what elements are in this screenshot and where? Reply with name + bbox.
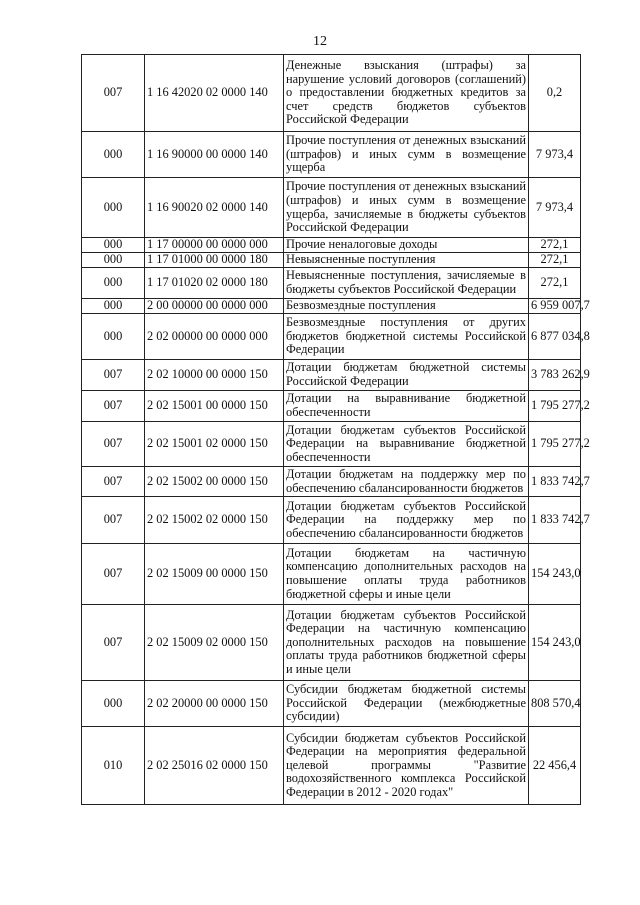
table-row bbox=[82, 467, 581, 497]
classification-code-cell: 1 16 90020 02 0000 140 bbox=[145, 178, 284, 238]
revenue-name-cell: Дотации бюджетам бюджетной системы Российской Федерации bbox=[284, 360, 529, 391]
amount-cell: 0,2 bbox=[529, 55, 581, 132]
revenue-name-cell: Невыясненные поступления bbox=[284, 253, 529, 268]
table-row bbox=[82, 55, 581, 132]
table-row bbox=[82, 299, 581, 314]
amount-cell: 272,1 bbox=[529, 238, 581, 253]
amount-cell: 272,1 bbox=[529, 253, 581, 268]
classification-code-cell: 2 02 20000 00 0000 150 bbox=[145, 681, 284, 727]
admin-code-cell: 007 bbox=[82, 467, 145, 497]
admin-code-cell: 007 bbox=[82, 391, 145, 422]
classification-code-cell: 2 02 15009 00 0000 150 bbox=[145, 544, 284, 605]
table-row bbox=[82, 314, 581, 360]
table-row bbox=[82, 238, 581, 253]
admin-code-cell: 007 bbox=[82, 605, 145, 681]
revenue-name-cell: Денежные взыскания (штрафы) за нарушение условий договоров (соглашений) о предоставлении бюджетных кредитов за счет средств бюджетов субъектов Российской Федерации bbox=[284, 55, 529, 132]
amount-cell: 3 783 262,9 bbox=[529, 360, 581, 391]
page-number: 12 bbox=[313, 34, 327, 49]
table-row bbox=[82, 422, 581, 467]
table-row bbox=[82, 605, 581, 681]
revenue-name-cell: Дотации на выравнивание бюджетной обеспеченности bbox=[284, 391, 529, 422]
admin-code-cell: 000 bbox=[82, 681, 145, 727]
classification-code-cell: 1 17 01000 00 0000 180 bbox=[145, 253, 284, 268]
admin-code-cell: 010 bbox=[82, 727, 145, 805]
admin-code-cell: 000 bbox=[82, 268, 145, 299]
admin-code-cell: 000 bbox=[82, 238, 145, 253]
table-row bbox=[82, 178, 581, 238]
revenue-name-cell: Субсидии бюджетам бюджетной системы Российской Федерации (межбюджетные субсидии) bbox=[284, 681, 529, 727]
amount-cell: 1 833 742,7 bbox=[529, 467, 581, 497]
admin-code-cell: 007 bbox=[82, 422, 145, 467]
classification-code-cell: 2 00 00000 00 0000 000 bbox=[145, 299, 284, 314]
amount-cell: 1 795 277,2 bbox=[529, 422, 581, 467]
amount-cell: 6 959 007,7 bbox=[529, 299, 581, 314]
admin-code-cell: 007 bbox=[82, 360, 145, 391]
amount-cell: 22 456,4 bbox=[529, 727, 581, 805]
revenue-name-cell: Прочие поступления от денежных взысканий (штрафов) и иных сумм в возмещение ущерба bbox=[284, 132, 529, 178]
table-row bbox=[82, 544, 581, 605]
revenue-name-cell: Безвозмездные поступления bbox=[284, 299, 529, 314]
revenue-name-cell: Дотации бюджетам субъектов Российской Федерации на поддержку мер по обеспечению сбалансированности бюджетов bbox=[284, 497, 529, 544]
classification-code-cell: 2 02 25016 02 0000 150 bbox=[145, 727, 284, 805]
admin-code-cell: 000 bbox=[82, 314, 145, 360]
table-row bbox=[82, 497, 581, 544]
revenue-name-cell: Невыясненные поступления, зачисляемые в бюджеты субъектов Российской Федерации bbox=[284, 268, 529, 299]
revenue-name-cell: Дотации бюджетам субъектов Российской Федерации на частичную компенсацию дополнительных расходов на повышение оплаты труда работников бюджетной сферы и иные цели bbox=[284, 605, 529, 681]
revenue-name-cell: Прочие неналоговые доходы bbox=[284, 238, 529, 253]
classification-code-cell: 2 02 15001 00 0000 150 bbox=[145, 391, 284, 422]
classification-code-cell: 1 17 00000 00 0000 000 bbox=[145, 238, 284, 253]
classification-code-cell: 2 02 15001 02 0000 150 bbox=[145, 422, 284, 467]
revenue-name-cell: Безвозмездные поступления от других бюджетов бюджетной системы Российской Федерации bbox=[284, 314, 529, 360]
admin-code-cell: 000 bbox=[82, 178, 145, 238]
amount-cell: 6 877 034,8 bbox=[529, 314, 581, 360]
table-row bbox=[82, 268, 581, 299]
amount-cell: 7 973,4 bbox=[529, 178, 581, 238]
table-row bbox=[82, 132, 581, 178]
admin-code-cell: 000 bbox=[82, 299, 145, 314]
admin-code-cell: 007 bbox=[82, 544, 145, 605]
classification-code-cell: 2 02 10000 00 0000 150 bbox=[145, 360, 284, 391]
revenue-name-cell: Дотации бюджетам субъектов Российской Федерации на выравнивание бюджетной обеспеченности bbox=[284, 422, 529, 467]
revenue-name-cell: Прочие поступления от денежных взысканий (штрафов) и иных сумм в возмещение ущерба, зачисляемые в бюджеты субъектов Российской Федерации bbox=[284, 178, 529, 238]
amount-cell: 154 243,0 bbox=[529, 544, 581, 605]
amount-cell: 1 795 277,2 bbox=[529, 391, 581, 422]
table-row bbox=[82, 681, 581, 727]
table-row bbox=[82, 391, 581, 422]
budget-revenue-table bbox=[81, 54, 590, 805]
classification-code-cell: 2 02 15009 02 0000 150 bbox=[145, 605, 284, 681]
amount-cell: 154 243,0 bbox=[529, 605, 581, 681]
admin-code-cell: 007 bbox=[82, 55, 145, 132]
classification-code-cell: 2 02 00000 00 0000 000 bbox=[145, 314, 284, 360]
table-row bbox=[82, 727, 581, 805]
revenue-name-cell: Дотации бюджетам на частичную компенсацию дополнительных расходов на повышение оплаты труда работников бюджетной сферы и иные цели bbox=[284, 544, 529, 605]
amount-cell: 7 973,4 bbox=[529, 132, 581, 178]
table-row bbox=[82, 360, 581, 391]
amount-cell: 808 570,4 bbox=[529, 681, 581, 727]
revenue-name-cell: Дотации бюджетам на поддержку мер по обеспечению сбалансированности бюджетов bbox=[284, 467, 529, 497]
admin-code-cell: 007 bbox=[82, 497, 145, 544]
classification-code-cell: 2 02 15002 02 0000 150 bbox=[145, 497, 284, 544]
classification-code-cell: 1 16 42020 02 0000 140 bbox=[145, 55, 284, 132]
amount-cell: 272,1 bbox=[529, 268, 581, 299]
table-row bbox=[82, 253, 581, 268]
revenue-name-cell: Субсидии бюджетам субъектов Российской Федерации на мероприятия федеральной целевой программы "Развитие водохозяйственного комплекса Российской Федерации в 2012 - 2020 годах" bbox=[284, 727, 529, 805]
classification-code-cell: 1 16 90000 00 0000 140 bbox=[145, 132, 284, 178]
amount-cell: 1 833 742,7 bbox=[529, 497, 581, 544]
admin-code-cell: 000 bbox=[82, 132, 145, 178]
classification-code-cell: 1 17 01020 02 0000 180 bbox=[145, 268, 284, 299]
classification-code-cell: 2 02 15002 00 0000 150 bbox=[145, 467, 284, 497]
admin-code-cell: 000 bbox=[82, 253, 145, 268]
